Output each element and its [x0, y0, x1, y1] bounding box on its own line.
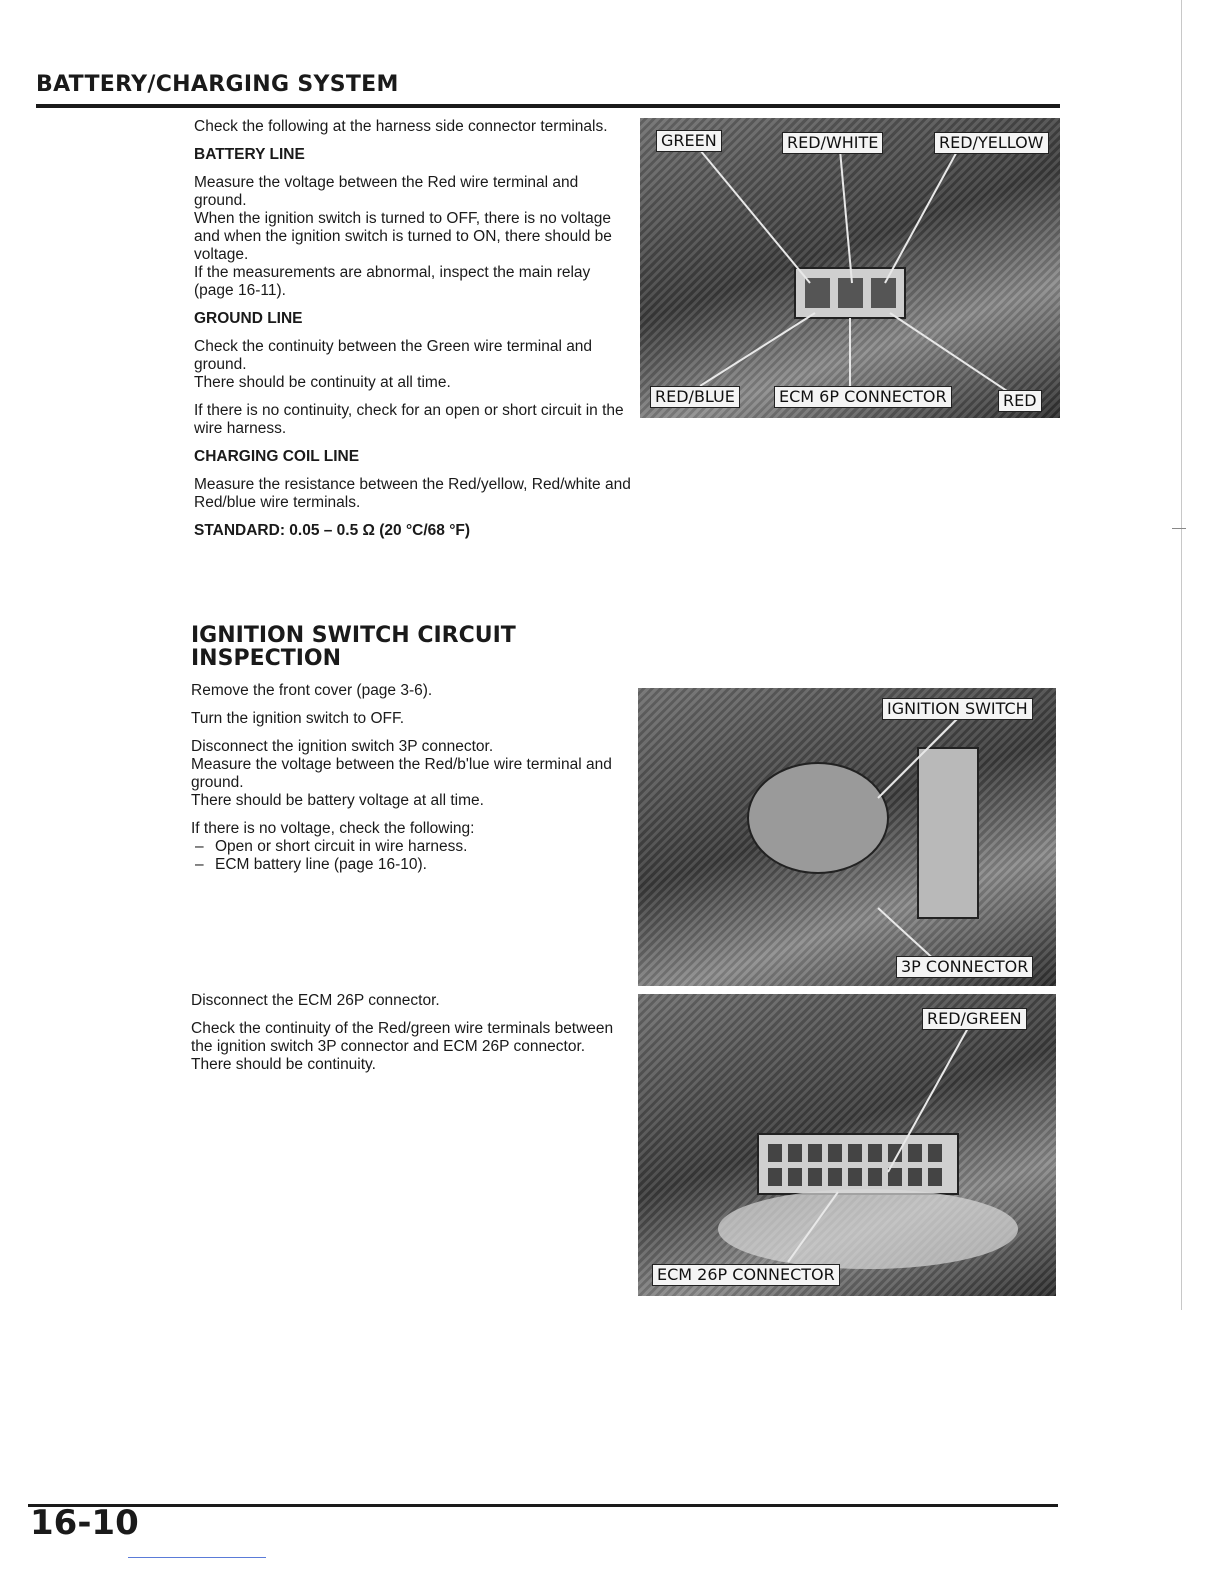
- section-ignition-switch: [191, 624, 633, 884]
- battery-line-heading: BATTERY LINE: [194, 146, 305, 163]
- figure1-leader-lines: [640, 118, 1060, 418]
- section-harness-check: [194, 118, 632, 540]
- battery-line-p2: When the ignition switch is turned to OFF, there is no voltage and when the ignition switch is turned to ON, there should be voltage.: [194, 210, 612, 263]
- step-expect-voltage: There should be battery voltage at all time.: [191, 792, 484, 809]
- ecm-6p-connector-photo: [640, 118, 1060, 418]
- callout-3p-connector: 3P CONNECTOR: [896, 956, 1033, 978]
- section-heading-line2: INSPECTION: [191, 646, 342, 671]
- figure2-leader-lines: [638, 688, 1056, 986]
- callout-red-green: RED/GREEN: [922, 1008, 1027, 1030]
- ground-line-heading: GROUND LINE: [194, 310, 303, 327]
- footer-rule: [28, 1504, 1058, 1507]
- battery-line-p1: Measure the voltage between the Red wire terminal and ground.: [194, 174, 579, 209]
- page-number: 16-10: [30, 1503, 139, 1543]
- callout-red-yellow: RED/YELLOW: [934, 132, 1049, 154]
- callout-green: GREEN: [656, 130, 722, 152]
- ground-line-p2: There should be continuity at all time.: [194, 374, 451, 391]
- callout-red-blue: RED/BLUE: [650, 386, 740, 408]
- callout-ecm-6p-connector: ECM 6P CONNECTOR: [774, 386, 952, 408]
- step-expect-continuity: There should be continuity.: [191, 1056, 376, 1073]
- callout-red-white: RED/WHITE: [782, 132, 883, 154]
- step-disconnect-26p: Disconnect the ECM 26P connector.: [191, 992, 440, 1009]
- charging-coil-heading: CHARGING COIL LINE: [194, 448, 360, 465]
- section-heading-line1: IGNITION SWITCH CIRCUIT: [191, 623, 516, 648]
- callout-red: RED: [998, 390, 1042, 412]
- page-edge-tick: [1172, 528, 1186, 529]
- battery-line-p3: If the measurements are abnormal, inspect the main relay (page 16-11).: [194, 264, 591, 299]
- ignition-switch-photo: [638, 688, 1056, 986]
- list-item: – ECM battery line (page 16-10).: [191, 856, 633, 874]
- section-heading: [191, 624, 633, 670]
- ecm-26p-connector-photo: [638, 994, 1056, 1296]
- figure3-leader-lines: [638, 994, 1056, 1296]
- step-disconnect-3p: Disconnect the ignition switch 3P connector.: [191, 738, 494, 755]
- intro-text: Check the following at the harness side connector terminals.: [194, 118, 608, 135]
- step-measure-voltage: Measure the voltage between the Red/b'lue wire terminal and ground.: [191, 756, 612, 791]
- ground-line-p3: If there is no continuity, check for an open or short circuit in the wire harness.: [194, 402, 624, 437]
- header-rule: [36, 104, 1060, 108]
- step-remove-cover: Remove the front cover (page 3-6).: [191, 682, 433, 699]
- page-header-title: BATTERY/CHARGING SYSTEM: [36, 72, 399, 97]
- ground-line-p1: Check the continuity between the Green wire terminal and ground.: [194, 338, 593, 373]
- callout-ecm-26p-connector: ECM 26P CONNECTOR: [652, 1264, 840, 1286]
- check-list: [191, 838, 633, 874]
- list-item: – Open or short circuit in wire harness.: [191, 838, 633, 856]
- charging-coil-p1: Measure the resistance between the Red/yellow, Red/white and Red/blue wire terminals.: [194, 476, 631, 511]
- bottom-link-underline: [128, 1557, 266, 1558]
- no-voltage-text: If there is no voltage, check the following:: [191, 820, 475, 837]
- step-check-continuity: Check the continuity of the Red/green wire terminals between the ignition switch 3P connector and ECM 26P connector.: [191, 1020, 614, 1055]
- section-ecm-continuity: [191, 992, 633, 1074]
- page-edge-line: [1181, 0, 1182, 1310]
- step-turn-off: Turn the ignition switch to OFF.: [191, 710, 405, 727]
- standard-spec: STANDARD: 0.05 – 0.5 Ω (20 °C/68 °F): [194, 522, 471, 539]
- callout-ignition-switch: IGNITION SWITCH: [882, 698, 1033, 720]
